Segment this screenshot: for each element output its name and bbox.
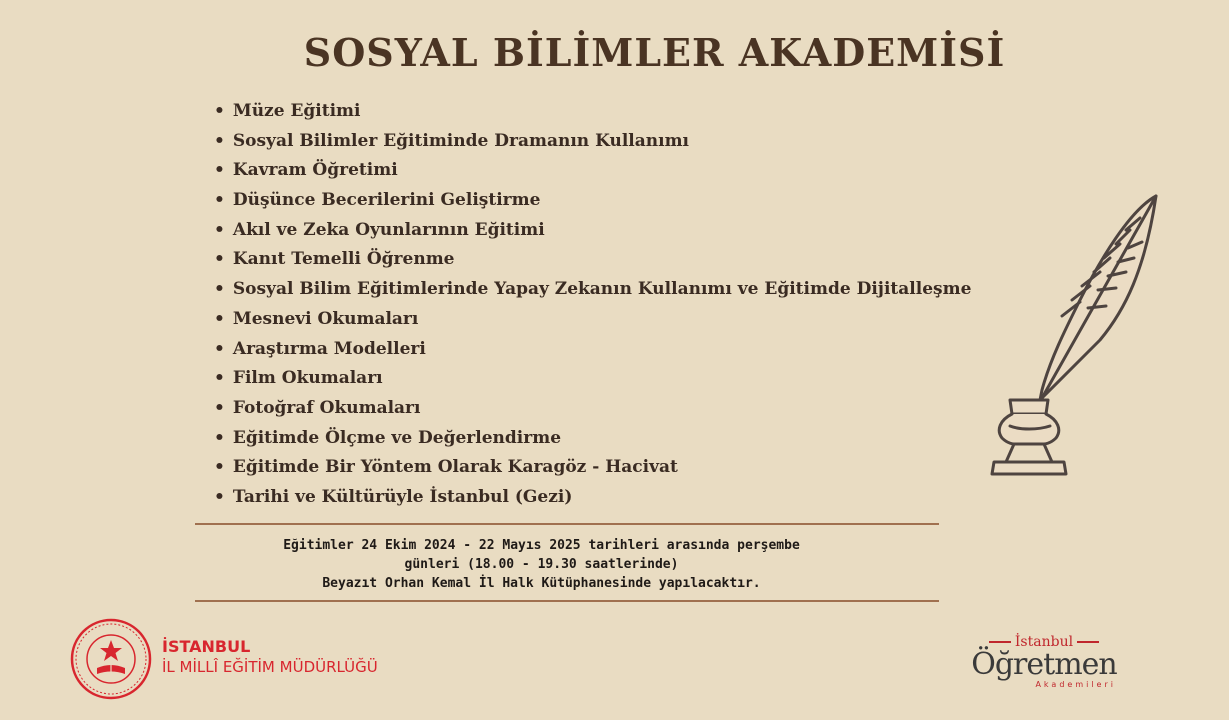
list-item: • Araştırma Modelleri (214, 335, 971, 365)
academy-name: Öğretmen (971, 647, 1117, 682)
divider-top (195, 523, 939, 525)
list-item: • Kanıt Temelli Öğrenme (214, 245, 971, 275)
list-item: • Eğitimde Ölçme ve Değerlendirme (214, 424, 971, 454)
list-item: • Eğitimde Bir Yöntem Olarak Karagöz - Hacivat (214, 453, 971, 483)
list-item: • Akıl ve Zeka Oyunlarının Eğitimi (214, 216, 971, 246)
list-item: • Tarihi ve Kültürüyle İstanbul (Gezi) (214, 483, 971, 513)
academy-city: İstanbul (966, 634, 1122, 650)
list-item: • Sosyal Bilim Eğitimlerinde Yapay Zekanın Kullanımı ve Eğitimde Dijitalleşme (214, 275, 971, 305)
directorate-title: İL MİLLÎ EĞİTİM MÜDÜRLÜĞÜ (162, 658, 378, 676)
list-item: • Kavram Öğretimi (214, 156, 971, 186)
topic-list (214, 97, 971, 513)
schedule-info (195, 536, 888, 593)
divider-bottom (195, 600, 939, 602)
list-item: • Müze Eğitimi (214, 97, 971, 127)
schedule-line: günleri (18.00 - 19.30 saatlerinde) (404, 557, 679, 572)
list-item: • Mesnevi Okumaları (214, 305, 971, 335)
page-title: SOSYAL BİLİMLER AKADEMİSİ (303, 30, 1006, 75)
directorate-name (162, 637, 378, 677)
list-item: • Düşünce Becerilerini Geliştirme (214, 186, 971, 216)
meb-seal-icon (70, 618, 152, 700)
schedule-line: Eğitimler 24 Ekim 2024 - 22 Mayıs 2025 tarihleri arasında perşembe (283, 538, 800, 553)
directorate-city: İSTANBUL (162, 637, 251, 656)
quill-inkwell-icon (980, 190, 1170, 482)
list-item: • Film Okumaları (214, 364, 971, 394)
academy-logo (966, 634, 1122, 692)
academy-subtitle: Akademileri (1035, 680, 1116, 689)
list-item: • Sosyal Bilimler Eğitiminde Dramanın Kullanımı (214, 127, 971, 157)
list-item: • Fotoğraf Okumaları (214, 394, 971, 424)
schedule-line: Beyazıt Orhan Kemal İl Halk Kütüphanesinde yapılacaktır. (322, 576, 761, 591)
